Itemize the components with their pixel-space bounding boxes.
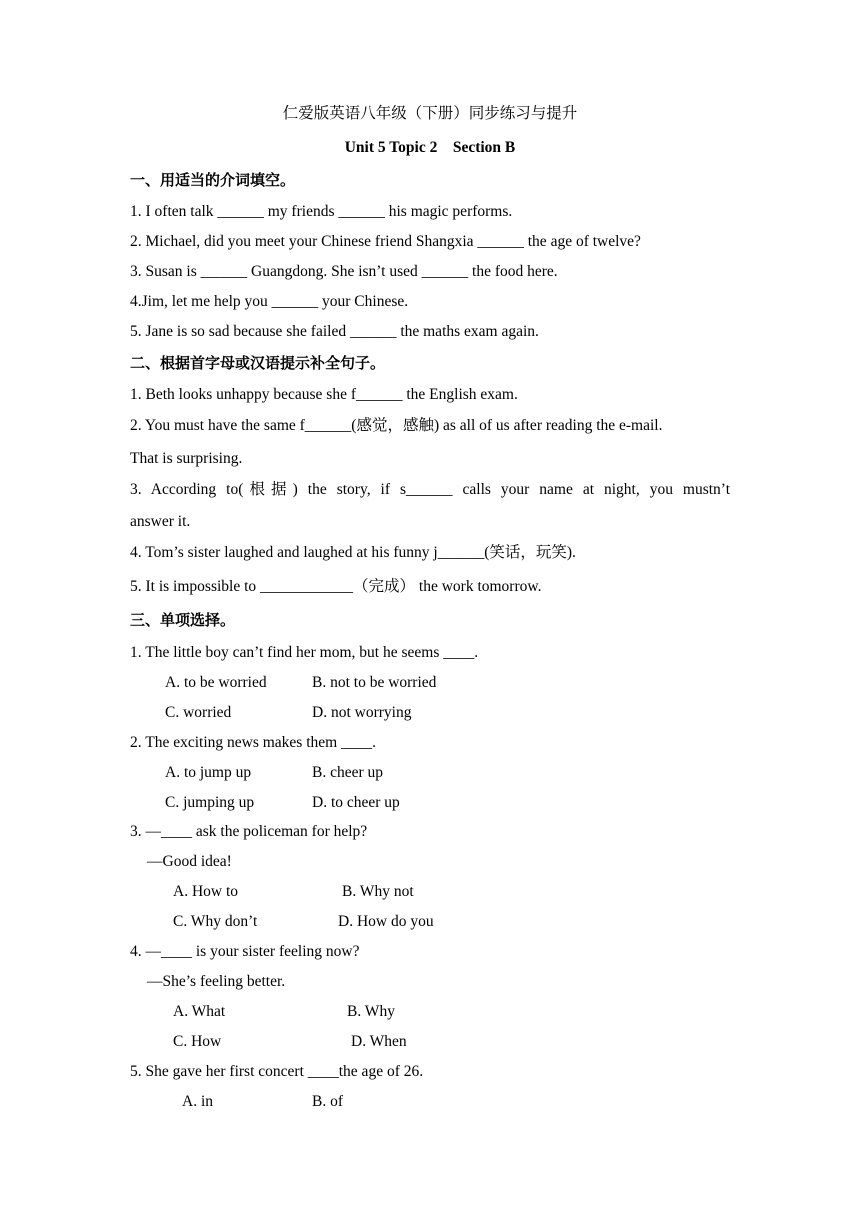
question-stem: 5. She gave her first concert ____the age of 26. <box>130 1063 424 1080</box>
option-text: C. Why don’t <box>173 913 258 930</box>
page-subtitle: Unit 5 Topic 2 Section B <box>344 139 516 156</box>
option-text: D. to cheer up <box>312 794 400 811</box>
question-line: 3. Susan is ______ Guangdong. She isn’t used ______ the food here. <box>130 263 558 280</box>
option-text: C. How <box>173 1033 222 1050</box>
option-text: D. When <box>351 1033 407 1050</box>
question-line: 2. Michael, did you meet your Chinese friend Shangxia ______ the age of twelve? <box>130 233 641 250</box>
question-reply: —She’s feeling better. <box>147 973 286 990</box>
question-stem: 1. The little boy can’t find her mom, but he seems ____. <box>130 644 479 661</box>
option-text: B. not to be worried <box>312 674 437 691</box>
section-heading-completion: 二、根据首字母或汉语提示补全句子。 <box>130 354 386 372</box>
section-heading-multiple-choice: 三、单项选择。 <box>130 611 236 629</box>
question-line: That is surprising. <box>130 450 243 467</box>
question-line: 1. Beth looks unhappy because she f______ the English exam. <box>130 386 518 403</box>
option-text: A. How to <box>173 883 239 900</box>
question-line: 2. You must have the same f______(感觉，感触) as all of us after reading the e-mail. <box>130 417 663 434</box>
question-line: 5. Jane is so sad because she failed ______ the maths exam again. <box>130 323 539 340</box>
option-text: B. cheer up <box>312 764 384 781</box>
option-text: A. to be worried <box>165 674 267 691</box>
option-text: A. in <box>182 1093 213 1110</box>
question-line: answer it. <box>130 513 191 530</box>
question-stem: 3. —____ ask the policeman for help? <box>130 823 368 840</box>
question-reply: —Good idea! <box>147 853 232 870</box>
question-line: 5. It is impossible to ____________（完成） the work tomorrow. <box>130 578 542 595</box>
option-text: A. to jump up <box>165 764 252 781</box>
option-text: B. Why <box>347 1003 395 1020</box>
option-text: C. jumping up <box>165 794 255 811</box>
question-line: 1. I often talk ______ my friends ______ his magic performs. <box>130 203 513 220</box>
option-text: C. worried <box>165 704 232 721</box>
section-heading-prepositions: 一、用适当的介词填空。 <box>130 171 296 189</box>
option-text: B. of <box>312 1093 343 1110</box>
question-line: 4.Jim, let me help you ______ your Chinese. <box>130 293 409 310</box>
question-line: 4. Tom’s sister laughed and laughed at his funny j______(笑话，玩笑). <box>130 544 576 561</box>
question-stem: 4. —____ is your sister feeling now? <box>130 943 360 960</box>
question-stem: 2. The exciting news makes them ____. <box>130 734 376 751</box>
option-text: D. not worrying <box>312 704 412 721</box>
option-text: D. How do you <box>338 913 434 930</box>
page-title: 仁爱版英语八年级（下册）同步练习与提升 <box>282 105 578 122</box>
option-text: A. What <box>173 1003 226 1020</box>
option-text: B. Why not <box>342 883 414 900</box>
question-line: 3. According to(根据) the story, if s______ calls your name at night, you mustn’t <box>130 481 730 498</box>
